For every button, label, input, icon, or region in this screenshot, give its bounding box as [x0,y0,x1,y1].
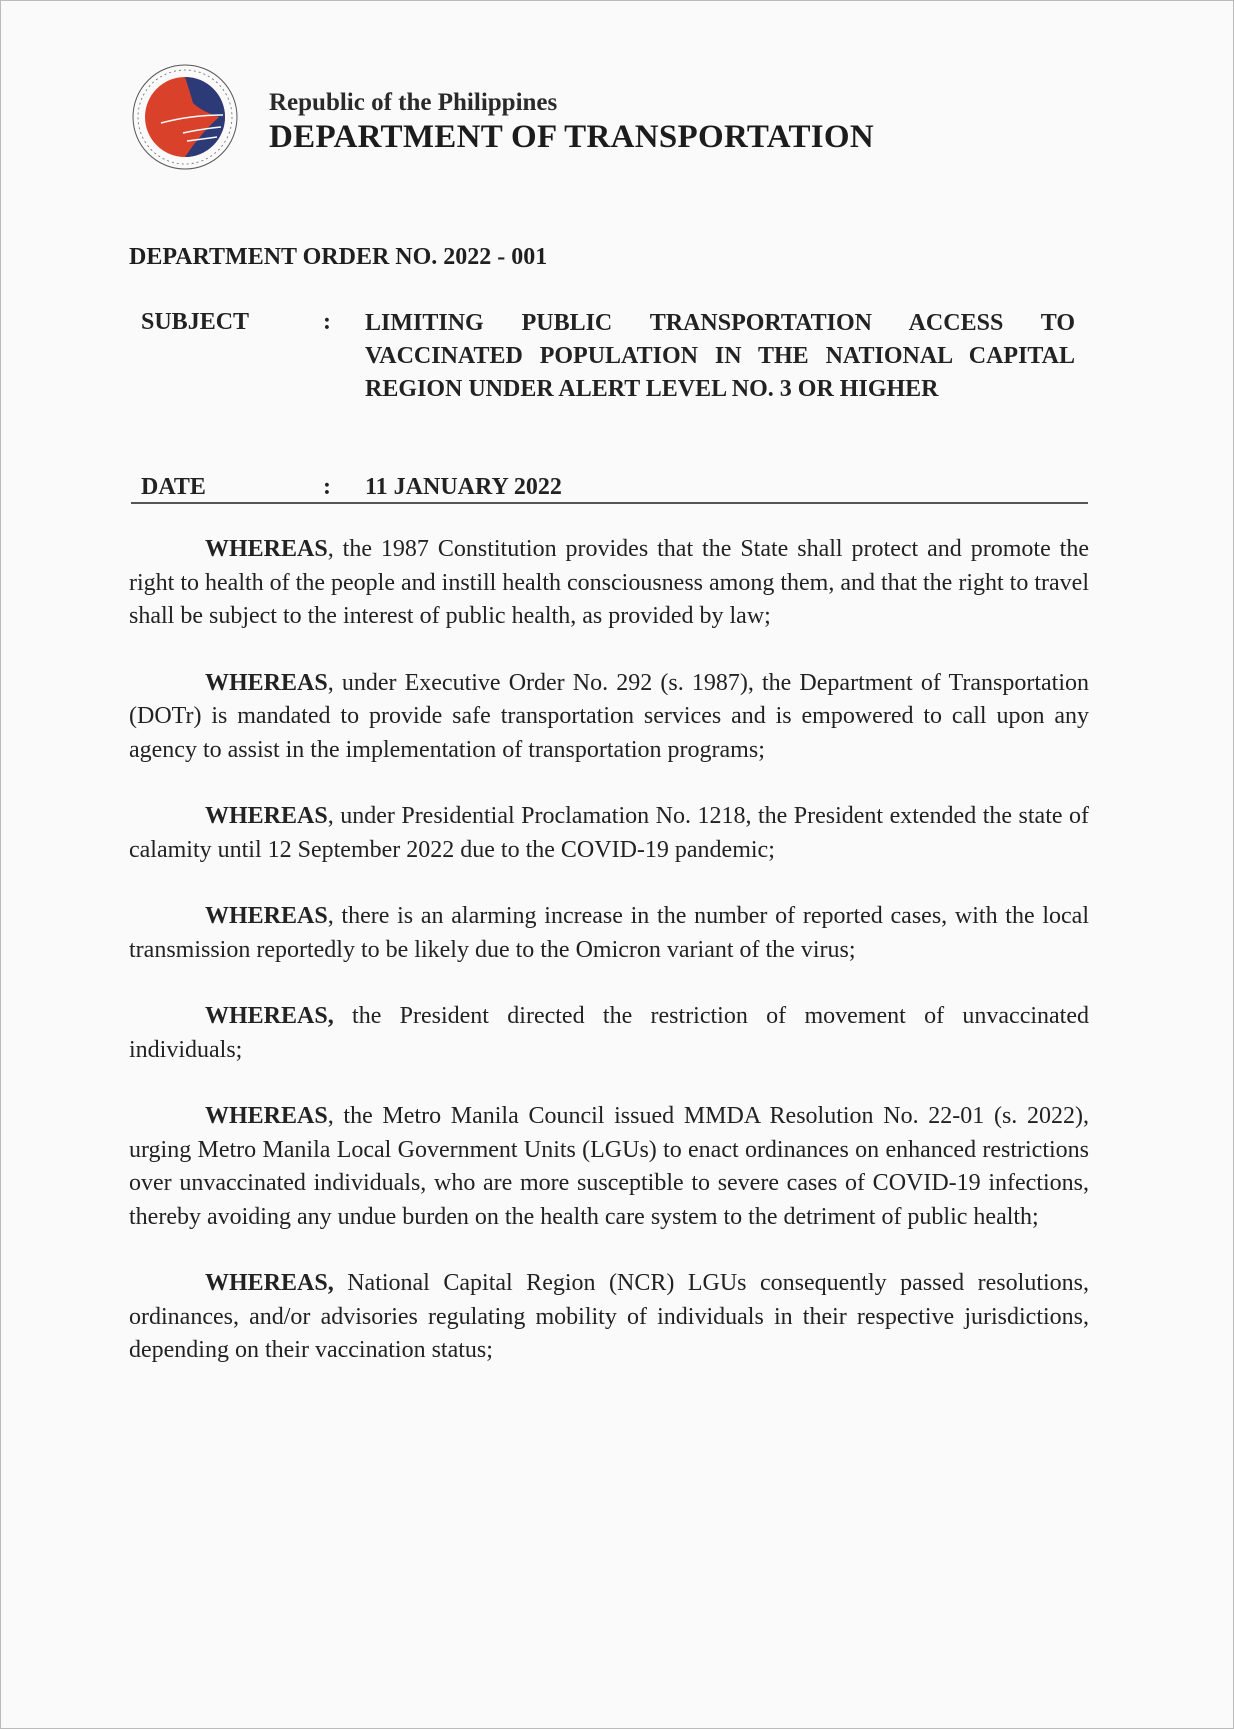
subject-colon: : [323,309,331,335]
date-colon: : [323,474,331,500]
department-heading: DEPARTMENT OF TRANSPORTATION [269,119,875,155]
whereas-lead: WHEREAS [205,536,328,562]
paragraph-text: National Capital Region (NCR) LGUs consequently passed resolutions, ordinances, and/or advisories regulating mobility of individuals in their respective jurisdictions, depending on their vaccination status; [129,1270,1089,1363]
whereas-paragraph [129,1100,1089,1234]
date-label: DATE [141,474,206,500]
whereas-paragraph [129,800,1089,867]
paragraph-text: , under Presidential Proclamation No. 1218, the President extended the state of calamity until 12 September 2022 due to the COVID-19 pandemic; [129,803,1089,863]
letterhead [269,89,874,156]
whereas-lead: WHEREAS [205,1103,328,1129]
whereas-lead: WHEREAS, [205,1003,334,1029]
whereas-paragraph [129,900,1089,967]
date-value: 11 JANUARY 2022 [365,474,562,500]
whereas-paragraph [129,667,1089,768]
subject-label: SUBJECT [141,309,250,335]
whereas-paragraph [129,533,1089,634]
republic-heading: Republic of the Philippines [269,89,558,116]
paragraph-text: the President directed the restriction of movement of unvaccinated individuals; [129,1003,1089,1063]
whereas-lead: WHEREAS [205,669,328,696]
paragraph-text: , there is an alarming increase in the number of reported cases, with the local transmission reportedly to be likely due to the Omicron variant of the virus; [129,903,1089,963]
paragraph-text: , under Executive Order No. 292 (s. 1987), the Department of Transportation (DOTr) is mandated to provide safe transportation services and is empowered to call upon any agency to assist in the implementation of transportation programs; [129,669,1089,763]
whereas-lead: WHEREAS [205,903,328,929]
whereas-paragraph [129,1000,1089,1067]
document-body [129,533,1089,1401]
whereas-paragraph [129,1267,1089,1368]
paragraph-text: , the 1987 Constitution provides that the State shall protect and promote the right to health of the people and instill health consciousness among them, and that the right to travel shall be subject to the interest of public health, as provided by law; [129,536,1089,629]
dotr-seal-icon [131,63,239,171]
whereas-lead: WHEREAS, [205,1270,334,1296]
whereas-lead: WHEREAS [205,803,328,829]
paragraph-text: , the Metro Manila Council issued MMDA Resolution No. 22-01 (s. 2022), urging Metro Manila Local Government Units (LGUs) to enact ordinances on enhanced restrictions over unvaccinated individuals, who are more susceptible to severe cases of COVID-19 infections, thereby avoiding any undue burden on the health care system to the detriment of public health; [129,1103,1089,1230]
subject-text: LIMITING PUBLIC TRANSPORTATION ACCESS TO VACCINATED POPULATION IN THE NATIONAL CAPITAL REGION UNDER ALERT LEVEL NO. 3 OR HIGHER [365,310,1075,402]
divider-line [131,502,1088,504]
order-number: DEPARTMENT ORDER NO. 2022 - 001 [129,244,548,270]
